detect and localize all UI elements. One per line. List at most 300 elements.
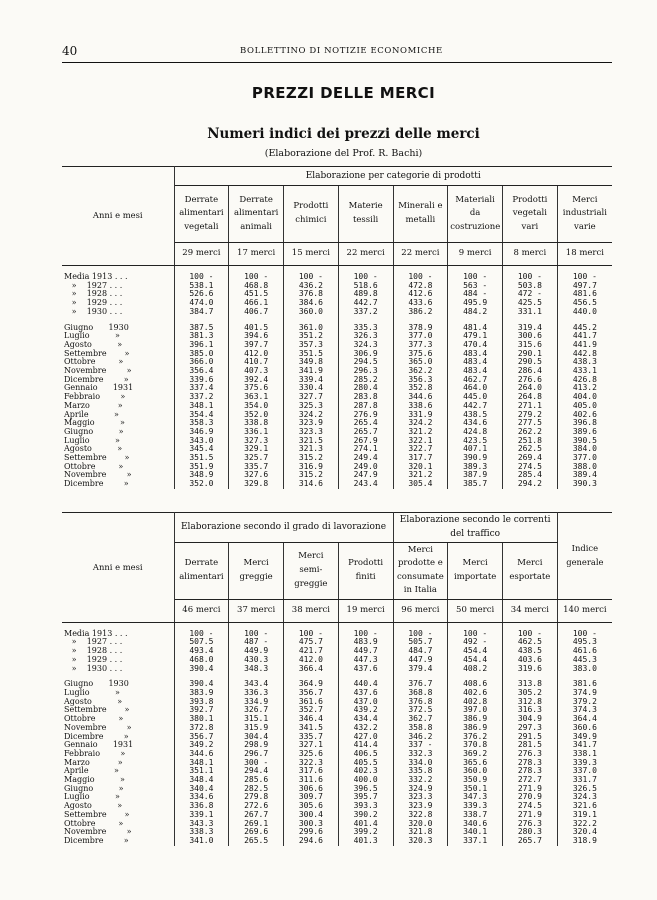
column-header: Merci importate xyxy=(448,542,503,599)
value-cell: 278.3 xyxy=(503,767,558,776)
value-cell: 271.9 xyxy=(503,785,558,794)
value-cell: 304.9 xyxy=(503,715,558,724)
value-cell: 271.9 xyxy=(503,811,558,820)
value-cell: 322.2 xyxy=(557,820,612,829)
value-cell: 364.4 xyxy=(557,715,612,724)
column-count: 22 merci xyxy=(338,243,393,266)
value-cell: 251.8 xyxy=(503,437,558,446)
value-cell: 384.6 xyxy=(284,299,339,308)
value-cell: 483.4 xyxy=(448,358,503,367)
column-count: 46 merci xyxy=(174,599,229,622)
row-label: Maggio » xyxy=(62,419,174,428)
column-header: Merci industriali varie xyxy=(557,186,612,243)
value-cell: 352.0 xyxy=(229,411,284,420)
value-cell: 386.9 xyxy=(448,724,503,733)
row-label: » 1928 . . . xyxy=(62,647,174,656)
value-cell: 322.3 xyxy=(284,759,339,768)
value-cell: 445.2 xyxy=(557,324,612,333)
value-cell: 434.4 xyxy=(338,715,393,724)
value-cell: 277.5 xyxy=(503,419,558,428)
value-cell: 338.7 xyxy=(448,811,503,820)
row-label: Ottobre » xyxy=(62,358,174,367)
value-cell: 386.9 xyxy=(448,715,503,724)
value-cell: 484 - xyxy=(448,290,503,299)
value-cell: 341.9 xyxy=(284,367,339,376)
row-label: Settembre » xyxy=(62,706,174,715)
column-header: Prodotti vegetali vari xyxy=(503,186,558,243)
row-header: Anni e mesi xyxy=(62,513,174,623)
row-label: » 1929 . . . xyxy=(62,656,174,665)
value-cell: 318.9 xyxy=(557,837,612,846)
value-cell: 100 - xyxy=(557,630,612,639)
value-cell: 439.2 xyxy=(338,706,393,715)
value-cell: 316.3 xyxy=(503,706,558,715)
value-cell: 456.5 xyxy=(557,299,612,308)
value-cell: 351.1 xyxy=(174,767,229,776)
value-cell: 433.1 xyxy=(557,367,612,376)
value-cell: 412.6 xyxy=(393,290,448,299)
value-cell: 320.4 xyxy=(557,828,612,837)
value-cell: 408.2 xyxy=(448,665,503,674)
value-cell: 438.5 xyxy=(503,647,558,656)
value-cell: 357.3 xyxy=(284,341,339,350)
value-cell: 282.5 xyxy=(229,785,284,794)
value-cell: 300.3 xyxy=(284,820,339,829)
value-cell: 320.0 xyxy=(393,820,448,829)
value-cell: 483.4 xyxy=(448,367,503,376)
value-cell: 327.1 xyxy=(284,741,339,750)
value-cell: 337.2 xyxy=(338,308,393,317)
value-cell: 343.3 xyxy=(174,820,229,829)
value-cell: 351.9 xyxy=(174,463,229,472)
column-count: 37 merci xyxy=(229,599,284,622)
value-cell: 315.9 xyxy=(229,724,284,733)
value-cell: 437.0 xyxy=(338,698,393,707)
value-cell: 269.4 xyxy=(503,454,558,463)
value-cell: 472 - xyxy=(503,290,558,299)
value-cell: 432.2 xyxy=(338,724,393,733)
value-cell: 324.2 xyxy=(393,419,448,428)
value-cell: 410.7 xyxy=(229,358,284,367)
value-cell: 426.8 xyxy=(557,376,612,385)
value-cell: 360.6 xyxy=(557,724,612,733)
value-cell: 396.8 xyxy=(557,419,612,428)
value-cell: 402.6 xyxy=(448,689,503,698)
value-cell: 321.6 xyxy=(557,802,612,811)
value-cell: 336.1 xyxy=(229,428,284,437)
value-cell: 294.6 xyxy=(284,837,339,846)
value-cell: 315.1 xyxy=(229,715,284,724)
value-cell: 331.9 xyxy=(393,411,448,420)
value-cell: 305.6 xyxy=(284,802,339,811)
value-cell: 390.4 xyxy=(174,680,229,689)
value-cell: 389.6 xyxy=(557,428,612,437)
value-cell: 330.4 xyxy=(284,384,339,393)
value-cell: 100 - xyxy=(284,273,339,282)
value-cell: 390.4 xyxy=(174,665,229,674)
value-cell: 280.4 xyxy=(338,384,393,393)
row-header: Anni e mesi xyxy=(62,167,174,266)
value-cell: 361.6 xyxy=(284,698,339,707)
row-label: Settembre » xyxy=(62,454,174,463)
value-cell: 376.2 xyxy=(448,733,503,742)
value-cell: 397.0 xyxy=(448,706,503,715)
value-cell: 351.5 xyxy=(284,350,339,359)
value-cell: 296.7 xyxy=(229,750,284,759)
value-cell: 341.5 xyxy=(284,724,339,733)
value-cell: 442.8 xyxy=(557,350,612,359)
value-cell: 468.8 xyxy=(229,282,284,291)
value-cell: 396.5 xyxy=(338,785,393,794)
group-header-traffic: Elaborazione secondo le correnti del traffico xyxy=(393,513,557,543)
value-cell: 379.4 xyxy=(393,665,448,674)
value-cell: 368.8 xyxy=(393,689,448,698)
value-cell: 100 - xyxy=(174,273,229,282)
row-label: Ottobre » xyxy=(62,820,174,829)
value-cell: 365.0 xyxy=(393,358,448,367)
value-cell: 358.8 xyxy=(393,724,448,733)
value-cell: 351.5 xyxy=(174,454,229,463)
value-cell: 466.1 xyxy=(229,299,284,308)
value-cell: 372.5 xyxy=(393,706,448,715)
value-cell: 247.9 xyxy=(338,471,393,480)
value-cell: 311.6 xyxy=(284,776,339,785)
value-cell: 325.3 xyxy=(284,402,339,411)
value-cell: 354.4 xyxy=(174,411,229,420)
column-count: 29 merci xyxy=(174,243,229,266)
row-label: Luglio » xyxy=(62,689,174,698)
table-title: Numeri indici dei prezzi delle merci xyxy=(207,126,480,142)
column-count: 18 merci xyxy=(557,243,612,266)
value-cell: 383.9 xyxy=(174,689,229,698)
value-cell: 264.8 xyxy=(503,393,558,402)
value-cell: 464.0 xyxy=(448,384,503,393)
value-cell: 440.0 xyxy=(557,308,612,317)
value-cell: 493.4 xyxy=(174,647,229,656)
value-cell: 356.4 xyxy=(174,367,229,376)
value-cell: 338.3 xyxy=(174,828,229,837)
value-cell: 375.6 xyxy=(229,384,284,393)
row-label: Agosto » xyxy=(62,445,174,454)
value-cell: 316.9 xyxy=(284,463,339,472)
value-cell: 285.2 xyxy=(338,376,393,385)
value-cell: 366.0 xyxy=(174,358,229,367)
value-cell: 401.3 xyxy=(338,837,393,846)
value-cell: 372.8 xyxy=(174,724,229,733)
value-cell: 362.7 xyxy=(393,715,448,724)
value-cell: 379.2 xyxy=(557,698,612,707)
value-cell: 437.6 xyxy=(338,665,393,674)
value-cell: 324.3 xyxy=(338,341,393,350)
group-header-processing: Elaborazione secondo il grado di lavorazione xyxy=(174,513,393,543)
value-cell: 278.3 xyxy=(503,759,558,768)
column-header: Minerali e metalli xyxy=(393,186,448,243)
row-label: Novembre » xyxy=(62,367,174,376)
column-count: 50 merci xyxy=(448,599,503,622)
column-header: Merci semi- greggie xyxy=(284,542,339,599)
value-cell: 484.2 xyxy=(448,308,503,317)
row-label: Febbraio » xyxy=(62,393,174,402)
value-cell: 389.3 xyxy=(448,463,503,472)
value-cell: 326.3 xyxy=(338,332,393,341)
value-cell: 321.5 xyxy=(284,437,339,446)
value-cell: 407.3 xyxy=(229,367,284,376)
value-cell: 249.4 xyxy=(338,454,393,463)
row-label: Dicembre » xyxy=(62,376,174,385)
row-label: » 1930 . . . xyxy=(62,308,174,317)
value-cell: 327.6 xyxy=(229,471,284,480)
value-cell: 475.7 xyxy=(284,638,339,647)
value-cell: 406.5 xyxy=(338,750,393,759)
value-cell: 269.1 xyxy=(229,820,284,829)
value-cell: 363.1 xyxy=(229,393,284,402)
value-cell: 563 - xyxy=(448,282,503,291)
value-cell: 389.4 xyxy=(557,471,612,480)
value-cell: 335.3 xyxy=(338,324,393,333)
value-cell: 274.5 xyxy=(503,802,558,811)
value-cell: 392.4 xyxy=(229,376,284,385)
value-cell: 343.0 xyxy=(174,437,229,446)
value-cell: 296.3 xyxy=(338,367,393,376)
value-cell: 344.6 xyxy=(174,750,229,759)
row-label: Giugno 1930 xyxy=(62,324,174,333)
value-cell: 243.4 xyxy=(338,480,393,489)
value-cell: 322.7 xyxy=(393,445,448,454)
value-cell: 376.8 xyxy=(284,290,339,299)
value-cell: 495.9 xyxy=(448,299,503,308)
value-cell: 300.4 xyxy=(284,811,339,820)
value-cell: 337 - xyxy=(393,741,448,750)
value-cell: 340.1 xyxy=(448,828,503,837)
value-cell: 341.0 xyxy=(174,837,229,846)
column-count: 140 merci xyxy=(557,599,612,622)
row-label: » 1929 . . . xyxy=(62,299,174,308)
value-cell: 381.6 xyxy=(557,680,612,689)
value-cell: 352.0 xyxy=(174,480,229,489)
value-cell: 349.2 xyxy=(174,741,229,750)
value-cell: 481.4 xyxy=(448,324,503,333)
price-index-table-by-processing xyxy=(62,512,612,846)
value-cell: 323.9 xyxy=(284,419,339,428)
value-cell: 346.9 xyxy=(174,428,229,437)
value-cell: 399.2 xyxy=(338,828,393,837)
value-cell: 348.1 xyxy=(174,402,229,411)
value-cell: 352.8 xyxy=(393,384,448,393)
value-cell: 100 - xyxy=(557,273,612,282)
value-cell: 336.3 xyxy=(229,689,284,698)
value-cell: 518.6 xyxy=(338,282,393,291)
column-count: 9 merci xyxy=(448,243,503,266)
column-count: 34 merci xyxy=(503,599,558,622)
column-header: Merci esportate xyxy=(503,542,558,599)
value-cell: 280.3 xyxy=(503,828,558,837)
value-cell: 267.9 xyxy=(338,437,393,446)
value-cell: 366.4 xyxy=(284,665,339,674)
value-cell: 323.3 xyxy=(284,428,339,437)
value-cell: 385.7 xyxy=(448,480,503,489)
value-cell: 487 - xyxy=(229,638,284,647)
value-cell: 340.4 xyxy=(174,785,229,794)
value-cell: 401.5 xyxy=(229,324,284,333)
value-cell: 427.0 xyxy=(338,733,393,742)
value-cell: 324.3 xyxy=(557,793,612,802)
value-cell: 405.5 xyxy=(338,759,393,768)
value-cell: 276.3 xyxy=(503,820,558,829)
value-cell: 461.6 xyxy=(557,647,612,656)
value-cell: 421.7 xyxy=(284,647,339,656)
value-cell: 338.8 xyxy=(229,419,284,428)
value-cell: 356.7 xyxy=(284,689,339,698)
row-label: Dicembre » xyxy=(62,480,174,489)
value-cell: 319.6 xyxy=(503,665,558,674)
value-cell: 286.4 xyxy=(503,367,558,376)
value-cell: 337.4 xyxy=(174,384,229,393)
value-cell: 387.5 xyxy=(174,324,229,333)
row-label: Giugno » xyxy=(62,428,174,437)
value-cell: 423.5 xyxy=(448,437,503,446)
row-label: » 1927 . . . xyxy=(62,282,174,291)
value-cell: 402.3 xyxy=(338,767,393,776)
value-cell: 324.2 xyxy=(284,411,339,420)
value-cell: 315.2 xyxy=(284,454,339,463)
value-cell: 348.1 xyxy=(174,759,229,768)
value-cell: 271.1 xyxy=(503,402,558,411)
value-cell: 489.8 xyxy=(338,290,393,299)
value-cell: 441.7 xyxy=(557,332,612,341)
row-label: Gennaio 1931 xyxy=(62,741,174,750)
row-label: Giugno 1930 xyxy=(62,680,174,689)
value-cell: 394.6 xyxy=(229,332,284,341)
value-cell: 298.9 xyxy=(229,741,284,750)
value-cell: 361.0 xyxy=(284,324,339,333)
value-cell: 503.8 xyxy=(503,282,558,291)
value-cell: 321.2 xyxy=(393,471,448,480)
row-label: Marzo » xyxy=(62,402,174,411)
value-cell: 412.0 xyxy=(229,350,284,359)
value-cell: 538.1 xyxy=(174,282,229,291)
value-cell: 339.3 xyxy=(557,759,612,768)
value-cell: 272.7 xyxy=(503,776,558,785)
value-cell: 356.3 xyxy=(393,376,448,385)
value-cell: 437.6 xyxy=(338,689,393,698)
value-cell: 362.2 xyxy=(393,367,448,376)
value-cell: 329.8 xyxy=(229,480,284,489)
row-label: Marzo » xyxy=(62,759,174,768)
value-cell: 377.0 xyxy=(557,454,612,463)
value-cell: 325.7 xyxy=(229,454,284,463)
value-cell: 319.4 xyxy=(503,324,558,333)
value-cell: 276.3 xyxy=(503,750,558,759)
value-cell: 332.3 xyxy=(393,750,448,759)
value-cell: 479.1 xyxy=(448,332,503,341)
value-cell: 370.8 xyxy=(448,741,503,750)
value-cell: 449.9 xyxy=(229,647,284,656)
column-header: Derrate alimentari xyxy=(174,542,229,599)
value-cell: 338.1 xyxy=(557,750,612,759)
table-subtitle: (Elaborazione del Prof. R. Bachi) xyxy=(264,148,423,159)
value-cell: 356.7 xyxy=(174,733,229,742)
value-cell: 390.3 xyxy=(557,480,612,489)
value-cell: 405.0 xyxy=(557,402,612,411)
value-cell: 438.5 xyxy=(448,411,503,420)
value-cell: 365.6 xyxy=(448,759,503,768)
value-cell: 334.9 xyxy=(229,698,284,707)
value-cell: 265.7 xyxy=(338,428,393,437)
value-cell: 314.6 xyxy=(284,480,339,489)
row-label: Maggio » xyxy=(62,776,174,785)
value-cell: 305.4 xyxy=(393,480,448,489)
value-cell: 346.2 xyxy=(393,733,448,742)
value-cell: 100 - xyxy=(229,630,284,639)
value-cell: 343.4 xyxy=(229,680,284,689)
value-cell: 470.4 xyxy=(448,341,503,350)
column-count: 19 merci xyxy=(338,599,393,622)
value-cell: 327.7 xyxy=(284,393,339,402)
value-cell: 402.6 xyxy=(557,411,612,420)
table-row xyxy=(62,308,612,317)
value-cell: 442.7 xyxy=(338,299,393,308)
value-cell: 317.7 xyxy=(393,454,448,463)
value-cell: 390.5 xyxy=(557,437,612,446)
value-cell: 262.2 xyxy=(503,428,558,437)
column-header: Derrate alimentari vegetali xyxy=(174,186,229,243)
row-label: Luglio » xyxy=(62,332,174,341)
value-cell: 369.2 xyxy=(448,750,503,759)
row-label: Media 1913 . . . xyxy=(62,630,174,639)
column-header: Merci greggie xyxy=(229,542,284,599)
value-cell: 334.6 xyxy=(174,793,229,802)
running-title: BOLLETTINO DI NOTIZIE ECONOMICHE xyxy=(240,46,443,56)
value-cell: 360.0 xyxy=(284,308,339,317)
value-cell: 403.6 xyxy=(503,656,558,665)
column-header: Merci prodotte e consumate in Italia xyxy=(393,542,448,599)
row-label: Ottobre » xyxy=(62,715,174,724)
row-label: Luglio » xyxy=(62,437,174,446)
value-cell: 340.6 xyxy=(448,820,503,829)
value-cell: 269.6 xyxy=(229,828,284,837)
row-label: Novembre » xyxy=(62,828,174,837)
row-label: Giugno » xyxy=(62,785,174,794)
row-label: » 1928 . . . xyxy=(62,290,174,299)
value-cell: 354.0 xyxy=(229,402,284,411)
value-cell: 339.4 xyxy=(284,376,339,385)
value-cell: 100 - xyxy=(338,273,393,282)
value-cell: 249.0 xyxy=(338,463,393,472)
column-count: 38 merci xyxy=(284,599,339,622)
row-label: Settembre » xyxy=(62,350,174,359)
value-cell: 351.2 xyxy=(284,332,339,341)
value-cell: 390.9 xyxy=(448,454,503,463)
value-cell: 434.6 xyxy=(448,419,503,428)
value-cell: 386.2 xyxy=(393,308,448,317)
value-cell: 413.2 xyxy=(557,384,612,393)
value-cell: 440.4 xyxy=(338,680,393,689)
value-cell: 445.3 xyxy=(557,656,612,665)
value-cell: 454.4 xyxy=(448,656,503,665)
value-cell: 329.1 xyxy=(229,445,284,454)
value-cell: 433.6 xyxy=(393,299,448,308)
value-cell: 447.3 xyxy=(338,656,393,665)
row-label: Gennaio 1931 xyxy=(62,384,174,393)
value-cell: 347.3 xyxy=(448,793,503,802)
column-count: 8 merci xyxy=(503,243,558,266)
value-cell: 383.0 xyxy=(557,665,612,674)
value-cell: 483.4 xyxy=(448,350,503,359)
value-cell: 287.8 xyxy=(338,402,393,411)
value-cell: 374.3 xyxy=(557,706,612,715)
value-cell: 345.4 xyxy=(174,445,229,454)
value-cell: 270.9 xyxy=(503,793,558,802)
